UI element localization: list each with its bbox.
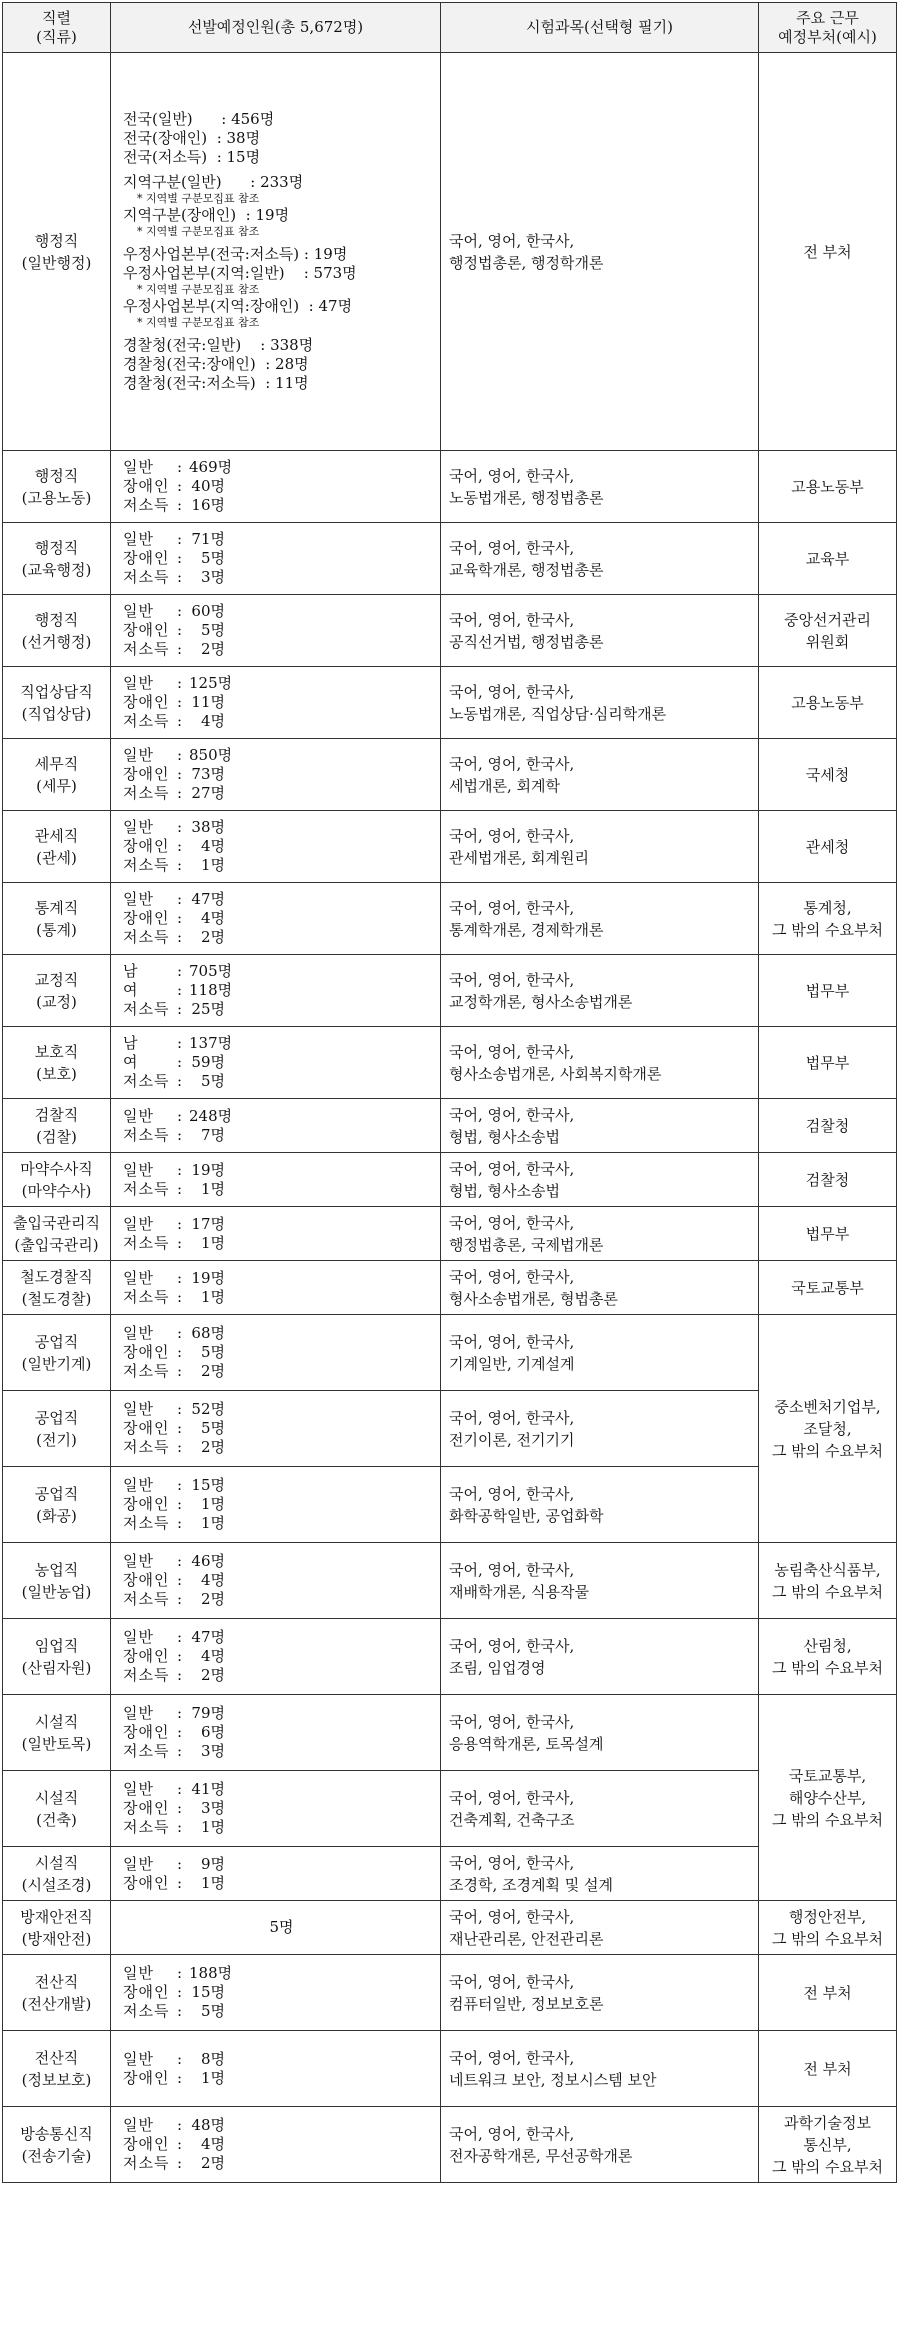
quota-item: 일반 : 48명 bbox=[123, 2116, 225, 2134]
quota-item: 일반 : 68명 bbox=[123, 1324, 225, 1342]
quota-item: 저소득 : 2명 bbox=[123, 1666, 225, 1684]
quota-item: 장애인 : 5명 bbox=[123, 1343, 225, 1361]
quota-line: 전국(저소득) : 15명 bbox=[123, 148, 261, 166]
ministry-cell: 검찰청 bbox=[759, 1153, 897, 1207]
quota-line: 경찰청(전국:저소득) : 11명 bbox=[123, 374, 309, 392]
series-cell: 임업직 (산림자원) bbox=[3, 1619, 111, 1695]
series-cell: 세무직 (세무) bbox=[3, 739, 111, 811]
series-cell: 출입국관리직 (출입국관리) bbox=[3, 1207, 111, 1261]
series-cell: 행정직 (고용노동) bbox=[3, 451, 111, 523]
subjects-cell: 국어, 영어, 한국사, 노동법개론, 직업상담·심리학개론 bbox=[441, 667, 759, 739]
subjects-cell: 국어, 영어, 한국사, 화학공학일반, 공업화학 bbox=[441, 1467, 759, 1543]
table-row bbox=[3, 1955, 897, 2031]
quota-item: 남 : 705명 bbox=[123, 962, 233, 980]
series-cell: 농업직 (일반농업) bbox=[3, 1543, 111, 1619]
quota-item: 저소득 : 3명 bbox=[123, 568, 225, 586]
quota-item: 저소득 : 2명 bbox=[123, 1590, 225, 1608]
subjects-cell: 국어, 영어, 한국사, 조림, 임업경영 bbox=[441, 1619, 759, 1695]
quota-item: 저소득 : 1명 bbox=[123, 1179, 225, 1198]
ministry-cell: 농림축산식품부, 그 밖의 수요부처 bbox=[759, 1543, 897, 1619]
quota-item: 일반 : 71명 bbox=[123, 530, 225, 548]
quota-total: 5명 bbox=[269, 1918, 294, 1936]
series-cell: 시설직 (일반토목) bbox=[3, 1695, 111, 1771]
quota-item: 저소득 : 25명 bbox=[123, 1000, 225, 1018]
ministry-cell: 통계청, 그 밖의 수요부처 bbox=[759, 883, 897, 955]
quota-cell bbox=[111, 1027, 441, 1099]
quota-item: 일반 : 15명 bbox=[123, 1476, 225, 1494]
series-cell: 교정직 (교정) bbox=[3, 955, 111, 1027]
subjects-cell: 국어, 영어, 한국사, 전기이론, 전기기기 bbox=[441, 1391, 759, 1467]
quota-cell bbox=[111, 1771, 441, 1847]
ministry-cell: 관세청 bbox=[759, 811, 897, 883]
quota-item: 일반 : 469명 bbox=[123, 458, 233, 476]
ministry-cell: 국토교통부, 해양수산부, 그 밖의 수요부처 bbox=[759, 1695, 897, 1901]
series-cell: 공업직 (전기) bbox=[3, 1391, 111, 1467]
ministry-cell: 법무부 bbox=[759, 1207, 897, 1261]
quota-cell bbox=[111, 883, 441, 955]
quota-cell bbox=[111, 2031, 441, 2107]
quota-item: 장애인 : 40명 bbox=[123, 477, 225, 495]
subjects-cell: 국어, 영어, 한국사, 형사소송법개론, 형법총론 bbox=[441, 1261, 759, 1315]
table-row bbox=[3, 1099, 897, 1153]
quota-item: 여 : 118명 bbox=[123, 981, 233, 999]
quota-line: 우정사업본부(전국:저소득) : 19명 bbox=[123, 245, 348, 263]
quota-item: 일반 : 17명 bbox=[123, 1214, 225, 1233]
subjects-cell: 국어, 영어, 한국사, 네트워크 보안, 정보시스템 보안 bbox=[441, 2031, 759, 2107]
quota-item: 저소득 : 1명 bbox=[123, 1233, 225, 1252]
subjects-cell: 국어, 영어, 한국사, 건축계획, 건축구조 bbox=[441, 1771, 759, 1847]
quota-item: 장애인 : 1명 bbox=[123, 1495, 225, 1513]
quota-item: 저소득 : 2명 bbox=[123, 1362, 225, 1380]
quota-cell bbox=[111, 1847, 441, 1901]
quota-item: 여 : 59명 bbox=[123, 1053, 225, 1071]
series-cell: 전산직 (전산개발) bbox=[3, 1955, 111, 2031]
subjects-cell: 국어, 영어, 한국사, 노동법개론, 행정법총론 bbox=[441, 451, 759, 523]
quota-item: 저소득 : 16명 bbox=[123, 496, 225, 514]
quota-cell bbox=[111, 739, 441, 811]
ministry-cell: 고용노동부 bbox=[759, 451, 897, 523]
quota-cell bbox=[111, 955, 441, 1027]
table-row bbox=[3, 1315, 897, 1391]
quota-item: 일반 : 47명 bbox=[123, 890, 225, 908]
series-cell: 공업직 (일반기계) bbox=[3, 1315, 111, 1391]
quota-line: 우정사업본부(지역:장애인) : 47명 bbox=[123, 297, 353, 315]
quota-item: 장애인 : 1명 bbox=[123, 1873, 225, 1892]
quota-cell bbox=[111, 1955, 441, 2031]
subjects-cell: 국어, 영어, 한국사, 교육학개론, 행정법총론 bbox=[441, 523, 759, 595]
quota-item: 저소득 : 1명 bbox=[123, 1287, 225, 1306]
series-cell: 통계직 (통계) bbox=[3, 883, 111, 955]
table-row bbox=[3, 883, 897, 955]
subjects-cell: 국어, 영어, 한국사, 형사소송법개론, 사회복지학개론 bbox=[441, 1027, 759, 1099]
series-cell: 전산직 (정보보호) bbox=[3, 2031, 111, 2107]
quota-item: 저소득 : 2명 bbox=[123, 928, 225, 946]
quota-line: 지역구분(장애인) : 19명 bbox=[123, 206, 290, 224]
ministry-cell: 전 부처 bbox=[759, 2031, 897, 2107]
quota-item: 남 : 137명 bbox=[123, 1034, 233, 1052]
header-subjects: 시험과목(선택형 필기) bbox=[441, 3, 759, 53]
subjects-cell: 국어, 영어, 한국사, 형법, 형사소송법 bbox=[441, 1153, 759, 1207]
table-row bbox=[3, 1543, 897, 1619]
quota-cell bbox=[111, 1391, 441, 1467]
subjects-cell: 국어, 영어, 한국사, 세법개론, 회계학 bbox=[441, 739, 759, 811]
subjects-cell: 국어, 영어, 한국사, 형법, 형사소송법 bbox=[441, 1099, 759, 1153]
quota-cell bbox=[111, 1901, 441, 1955]
quota-item: 일반 : 19명 bbox=[123, 1268, 225, 1287]
header-quota: 선발예정인원(총 5,672명) bbox=[111, 3, 441, 53]
series-cell: 행정직 (일반행정) bbox=[3, 53, 111, 451]
quota-item: 저소득 : 2명 bbox=[123, 2154, 225, 2172]
quota-line: 경찰청(전국:일반) : 338명 bbox=[123, 336, 314, 354]
table-row bbox=[3, 1261, 897, 1315]
quota-cell bbox=[111, 667, 441, 739]
quota-item: 저소득 : 27명 bbox=[123, 784, 225, 802]
quota-cell bbox=[111, 1543, 441, 1619]
quota-item: 저소득 : 7명 bbox=[123, 1125, 225, 1144]
table-body bbox=[3, 53, 897, 2183]
quota-item: 저소득 : 1명 bbox=[123, 1818, 225, 1836]
series-cell: 검찰직 (검찰) bbox=[3, 1099, 111, 1153]
ministry-cell: 교육부 bbox=[759, 523, 897, 595]
quota-item: 일반 : 41명 bbox=[123, 1780, 225, 1798]
quota-item: 저소득 : 4명 bbox=[123, 712, 225, 730]
quota-cell bbox=[111, 811, 441, 883]
quota-line: 전국(일반) : 456명 bbox=[123, 110, 275, 128]
quota-item: 저소득 : 2명 bbox=[123, 640, 225, 658]
quota-item: 장애인 : 4명 bbox=[123, 837, 225, 855]
header-row bbox=[3, 3, 897, 53]
quota-item: 일반 : 850명 bbox=[123, 746, 233, 764]
quota-item: 일반 : 79명 bbox=[123, 1704, 225, 1722]
quota-item: 장애인 : 73명 bbox=[123, 765, 225, 783]
table-row bbox=[3, 523, 897, 595]
ministry-cell: 과학기술정보 통신부, 그 밖의 수요부처 bbox=[759, 2107, 897, 2183]
table-row bbox=[3, 2107, 897, 2183]
table-row bbox=[3, 667, 897, 739]
quota-item: 일반 : 60명 bbox=[123, 602, 225, 620]
quota-item: 일반 : 125명 bbox=[123, 674, 233, 692]
quota-cell bbox=[111, 595, 441, 667]
table-row bbox=[3, 1901, 897, 1955]
quota-line: 지역구분(일반) : 233명 bbox=[123, 173, 304, 191]
series-cell: 공업직 (화공) bbox=[3, 1467, 111, 1543]
quota-item: 일반 : 248명 bbox=[123, 1106, 233, 1125]
header-series: 직렬 (직류) bbox=[3, 3, 111, 53]
quota-item: 저소득 : 1명 bbox=[123, 1514, 225, 1532]
table-row bbox=[3, 2031, 897, 2107]
ministry-cell: 전 부처 bbox=[759, 53, 897, 451]
subjects-cell: 국어, 영어, 한국사, 기계일반, 기계설계 bbox=[441, 1315, 759, 1391]
subjects-cell: 국어, 영어, 한국사, 재배학개론, 식용작물 bbox=[441, 1543, 759, 1619]
quota-item: 일반 : 9명 bbox=[123, 1854, 225, 1873]
ministry-cell: 법무부 bbox=[759, 955, 897, 1027]
quota-item: 저소득 : 5명 bbox=[123, 1072, 225, 1090]
table-row bbox=[3, 595, 897, 667]
quota-cell bbox=[111, 1153, 441, 1207]
ministry-cell: 고용노동부 bbox=[759, 667, 897, 739]
quota-cell bbox=[111, 451, 441, 523]
series-cell: 철도경찰직 (철도경찰) bbox=[3, 1261, 111, 1315]
quota-item: 장애인 : 5명 bbox=[123, 621, 225, 639]
quota-line: 우정사업본부(지역:일반) : 573명 bbox=[123, 264, 357, 282]
subjects-cell: 국어, 영어, 한국사, 행정법총론, 국제법개론 bbox=[441, 1207, 759, 1261]
quota-item: 장애인 : 4명 bbox=[123, 1571, 225, 1589]
recruitment-table bbox=[2, 2, 897, 2183]
quota-line: * 지역별 구분모집표 참조 bbox=[137, 283, 260, 296]
series-cell: 보호직 (보호) bbox=[3, 1027, 111, 1099]
quota-line: * 지역별 구분모집표 참조 bbox=[137, 225, 260, 238]
quota-item: 저소득 : 5명 bbox=[123, 2002, 225, 2020]
quota-item: 저소득 : 2명 bbox=[123, 1438, 225, 1456]
quota-line: 전국(장애인) : 38명 bbox=[123, 129, 261, 147]
subjects-cell: 국어, 영어, 한국사, 공직선거법, 행정법총론 bbox=[441, 595, 759, 667]
table-row bbox=[3, 1027, 897, 1099]
series-cell: 마약수사직 (마약수사) bbox=[3, 1153, 111, 1207]
ministry-cell: 행정안전부, 그 밖의 수요부처 bbox=[759, 1901, 897, 1955]
series-cell: 행정직 (선거행정) bbox=[3, 595, 111, 667]
quota-item: 일반 : 19명 bbox=[123, 1160, 225, 1179]
series-cell: 방송통신직 (전송기술) bbox=[3, 2107, 111, 2183]
quota-cell bbox=[111, 523, 441, 595]
ministry-cell: 검찰청 bbox=[759, 1099, 897, 1153]
quota-item: 장애인 : 15명 bbox=[123, 1983, 225, 2001]
ministry-cell: 전 부처 bbox=[759, 1955, 897, 2031]
series-cell: 시설직 (시설조경) bbox=[3, 1847, 111, 1901]
table-row bbox=[3, 1695, 897, 1771]
quota-cell bbox=[111, 1695, 441, 1771]
quota-item: 장애인 : 5명 bbox=[123, 1419, 225, 1437]
quota-cell bbox=[111, 53, 441, 451]
table-row bbox=[3, 1207, 897, 1261]
quota-line: 경찰청(전국:장애인) : 28명 bbox=[123, 355, 309, 373]
quota-item: 장애인 : 5명 bbox=[123, 549, 225, 567]
quota-cell bbox=[111, 1619, 441, 1695]
table-row bbox=[3, 739, 897, 811]
subjects-cell: 국어, 영어, 한국사, 응용역학개론, 토목설계 bbox=[441, 1695, 759, 1771]
ministry-cell: 법무부 bbox=[759, 1027, 897, 1099]
quota-item: 장애인 : 11명 bbox=[123, 693, 225, 711]
table-row bbox=[3, 955, 897, 1027]
subjects-cell: 국어, 영어, 한국사, 교정학개론, 형사소송법개론 bbox=[441, 955, 759, 1027]
subjects-cell: 국어, 영어, 한국사, 재난관리론, 안전관리론 bbox=[441, 1901, 759, 1955]
quota-cell bbox=[111, 1261, 441, 1315]
subjects-cell: 국어, 영어, 한국사, 통계학개론, 경제학개론 bbox=[441, 883, 759, 955]
ministry-cell: 중소벤처기업부, 조달청, 그 밖의 수요부처 bbox=[759, 1315, 897, 1543]
quota-item: 일반 : 8명 bbox=[123, 2049, 225, 2068]
subjects-cell: 국어, 영어, 한국사, 전자공학개론, 무선공학개론 bbox=[441, 2107, 759, 2183]
ministry-cell: 국세청 bbox=[759, 739, 897, 811]
quota-cell bbox=[111, 2107, 441, 2183]
series-cell: 방재안전직 (방재안전) bbox=[3, 1901, 111, 1955]
series-cell: 직업상담직 (직업상담) bbox=[3, 667, 111, 739]
series-cell: 행정직 (교육행정) bbox=[3, 523, 111, 595]
table-row bbox=[3, 451, 897, 523]
table-row bbox=[3, 53, 897, 451]
quota-item: 저소득 : 3명 bbox=[123, 1742, 225, 1760]
ministry-cell: 중앙선거관리 위원회 bbox=[759, 595, 897, 667]
subjects-cell: 국어, 영어, 한국사, 행정법총론, 행정학개론 bbox=[441, 53, 759, 451]
quota-cell bbox=[111, 1315, 441, 1391]
quota-item: 일반 : 46명 bbox=[123, 1552, 225, 1570]
ministry-cell: 산림청, 그 밖의 수요부처 bbox=[759, 1619, 897, 1695]
subjects-cell: 국어, 영어, 한국사, 컴퓨터일반, 정보보호론 bbox=[441, 1955, 759, 2031]
quota-item: 일반 : 38명 bbox=[123, 818, 225, 836]
quota-item: 일반 : 47명 bbox=[123, 1628, 225, 1646]
series-cell: 관세직 (관세) bbox=[3, 811, 111, 883]
table-row bbox=[3, 811, 897, 883]
quota-item: 저소득 : 1명 bbox=[123, 856, 225, 874]
quota-item: 장애인 : 4명 bbox=[123, 1647, 225, 1665]
header-ministry: 주요 근무 예정부처(예시) bbox=[759, 3, 897, 53]
quota-cell bbox=[111, 1207, 441, 1261]
quota-line: * 지역별 구분모집표 참조 bbox=[137, 192, 260, 205]
ministry-cell: 국토교통부 bbox=[759, 1261, 897, 1315]
subjects-cell: 국어, 영어, 한국사, 조경학, 조경계획 및 설계 bbox=[441, 1847, 759, 1901]
quota-item: 장애인 : 3명 bbox=[123, 1799, 225, 1817]
table-row bbox=[3, 1153, 897, 1207]
table-row bbox=[3, 1619, 897, 1695]
quota-cell bbox=[111, 1467, 441, 1543]
quota-item: 일반 : 52명 bbox=[123, 1400, 225, 1418]
subjects-cell: 국어, 영어, 한국사, 관세법개론, 회계원리 bbox=[441, 811, 759, 883]
quota-line: * 지역별 구분모집표 참조 bbox=[137, 316, 260, 329]
quota-item: 장애인 : 6명 bbox=[123, 1723, 225, 1741]
quota-item: 장애인 : 1명 bbox=[123, 2068, 225, 2087]
quota-item: 장애인 : 4명 bbox=[123, 909, 225, 927]
quota-cell bbox=[111, 1099, 441, 1153]
quota-item: 장애인 : 4명 bbox=[123, 2135, 225, 2153]
quota-item: 일반 : 188명 bbox=[123, 1964, 233, 1982]
series-cell: 시설직 (건축) bbox=[3, 1771, 111, 1847]
